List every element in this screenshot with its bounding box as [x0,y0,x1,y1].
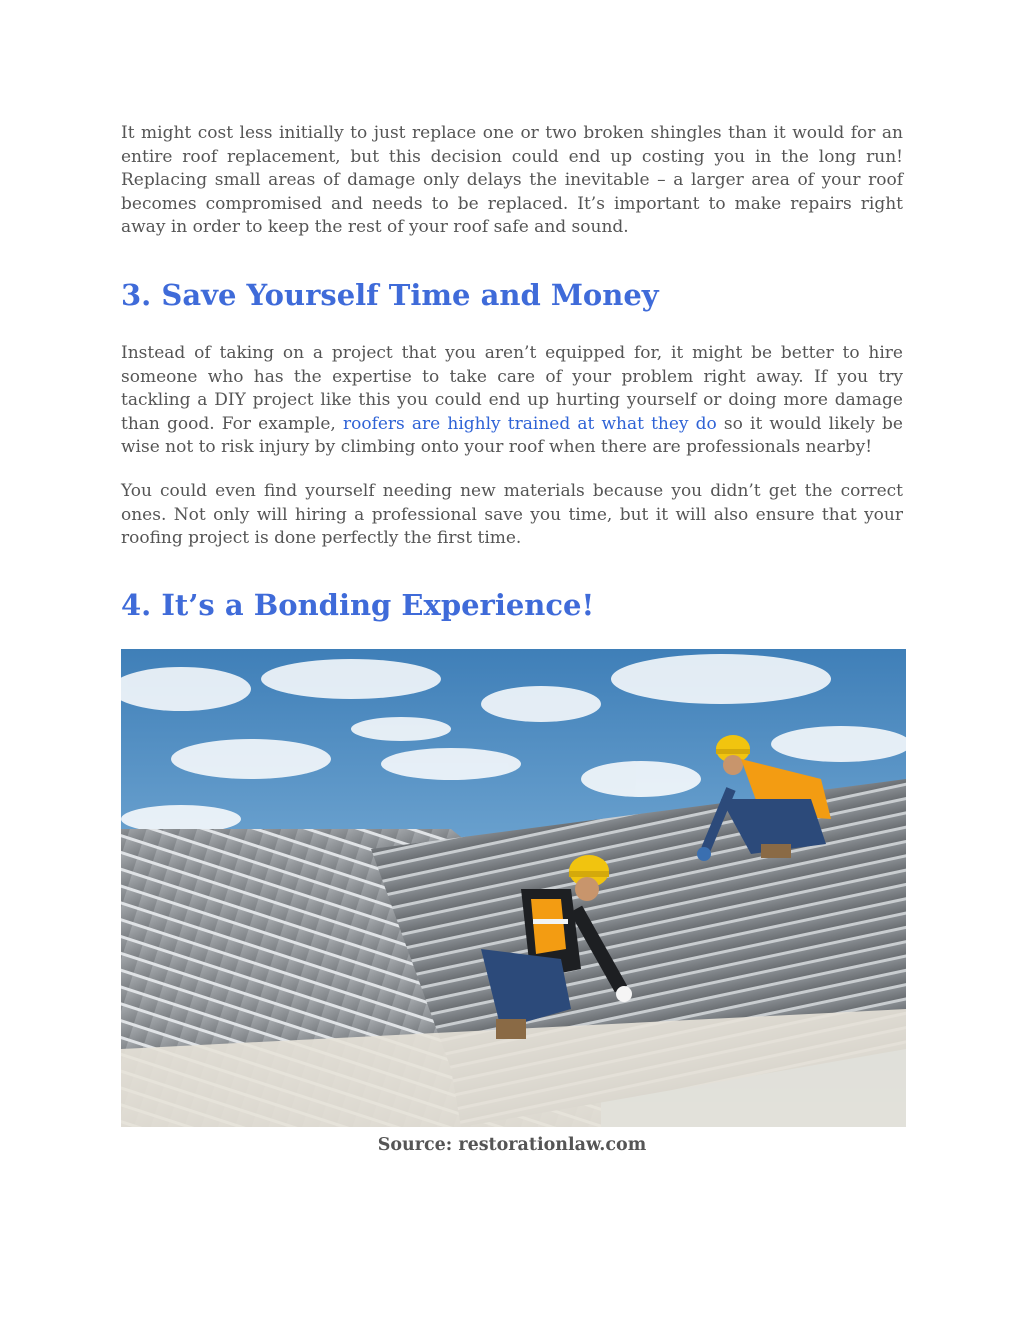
expertise-paragraph [121,342,903,460]
roofers-trained-link[interactable]: roofers are highly trained at what they do [342,413,717,434]
section-heading-save-time-money: 3. Save Yourself Time and Money [121,278,659,312]
roofers-photo [121,649,906,1127]
section-heading-bonding-experience: 4. It’s a Bonding Experience! [121,588,595,622]
paragraph-text-end: so it would likely be wise not to risk injury by climbing onto your roof when there are professionals nearby! [121,413,903,458]
materials-paragraph: You could even find yourself needing new materials because you didn’t get the correct ones. Not only will hiring a professional save you time, but it will also ensure that your roofing project is done perfectly the first time. [121,481,903,549]
paragraph-text-start: Instead of taking on a project that you aren’t equipped for, it might be better to hire someone who has the expertise to take care of your problem right away. If you try tackling a DIY project like this you could end up hurting yourself or doing more damage than good. For example, [121,343,903,434]
image-caption: Source: restorationlaw.com [377,1135,647,1155]
intro-paragraph: It might cost less initially to just replace one or two broken shingles than it would for an entire roof replacement, but this decision could end up costing you in the long run! Replacing small areas of damage only delays the inevitable – a larger area of your roof becomes compromised and needs to be replaced. It’s important to make repairs right away in order to keep the rest of your roof safe and sound. [121,123,903,238]
